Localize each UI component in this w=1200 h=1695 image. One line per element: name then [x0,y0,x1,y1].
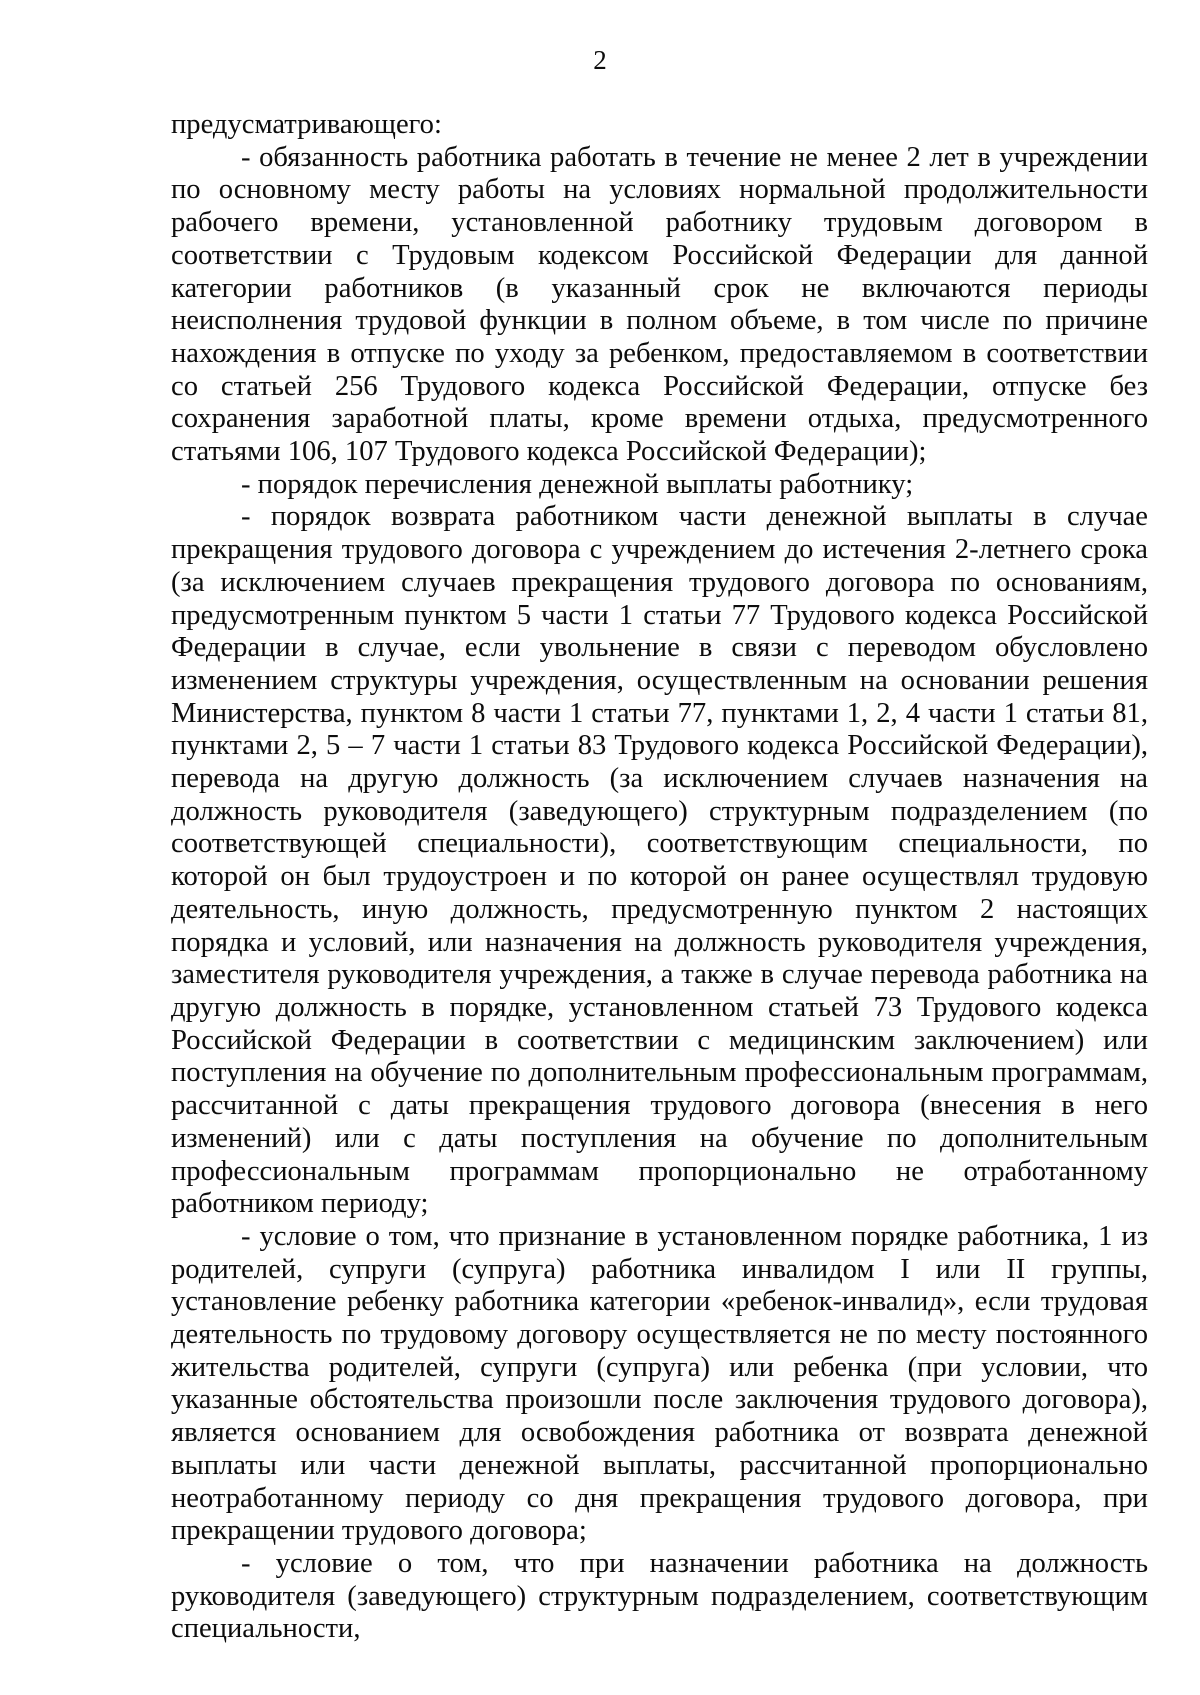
page-number: 2 [593,45,607,75]
paragraph-intro: предусматривающего: [171,109,442,140]
paragraph-head-appointment: - условие о том, что при назначении работника на должность руководителя (заведующего) структурным подразделением, соответствующим специальности, [171,1547,1148,1645]
paragraph-disability-exemption: - условие о том, что признание в установленном порядке работника, 1 из родителей, супруги (супруга) работника инвалидом I или II группы, установление ребенку работника категории «ребенок-инвалид», если трудовая деятельность по трудовому договору осуществляется не по месту постоянного жительства родителей, супруги (супруга) или ребенка (при условии, что указанные обстоятельства произошли после заключения трудового договора), является основанием для освобождения работника от возврата денежной выплаты или части денежной выплаты, рассчитанной пропорционально неотработанному периоду со дня прекращения трудового договора, при прекращении трудового договора; [171,1220,1148,1547]
document-body [171,109,1148,1646]
paragraph-refund-procedure: - порядок возврата работником части денежной выплаты в случае прекращения трудового договора с учреждением до истечения 2-летнего срока (за исключением случаев прекращения трудового договора по основаниям, предусмотренным пунктом 5 части 1 статьи 77 Трудового кодекса Российской Федерации в случае, если увольнение в связи с переводом обусловлено изменением структуры учреждения, осуществленным на основании решения Министерства, пунктом 8 части 1 статьи 77, пунктами 1, 2, 4 части 1 статьи 81, пунктами 2, 5 – 7 части 1 статьи 83 Трудового кодекса Российской Федерации), перевода на другую должность (за исключением случаев назначения на должность руководителя (заведующего) структурным подразделением (по соответствующей специальности), соответствующим специальности, по которой он был трудоустроен и по которой он ранее осуществлял трудовую деятельность, иную должность, предусмотренную пунктом 2 настоящих порядка и условий, или назначения на должность руководителя учреждения, заместителя руководителя учреждения, а также в случае перевода работника на другую должность в порядке, установленном статьей 73 Трудового кодекса Российской Федерации в соответствии с медицинским заключением) или поступления на обучение по дополнительным профессиональным программам, рассчитанной с даты прекращения трудового договора (внесения в него изменений) или с даты поступления на обучение по дополнительным профессиональным программам пропорционально не отработанному работником периоду; [171,501,1148,1220]
paragraph-payment-procedure: - порядок перечисления денежной выплаты работнику; [241,468,914,500]
paragraph-work-obligation: - обязанность работника работать в течение не менее 2 лет в учреждении по основному месту работы на условиях нормальной продолжительности рабочего времени, установленной работнику трудовым договором в соответствии с Трудовым кодексом Российской Федерации для данной категории работников (в указанный срок не включаются периоды неисполнения трудовой функции в полном объеме, в том числе по причине нахождения в отпуске по уходу за ребенком, предоставляемом в соответствии со статьей 256 Трудового кодекса Российской Федерации, отпуске без сохранения заработной платы, кроме времени отдыха, предусмотренного статьями 106, 107 Трудового кодекса Российской Федерации); [171,141,1148,468]
